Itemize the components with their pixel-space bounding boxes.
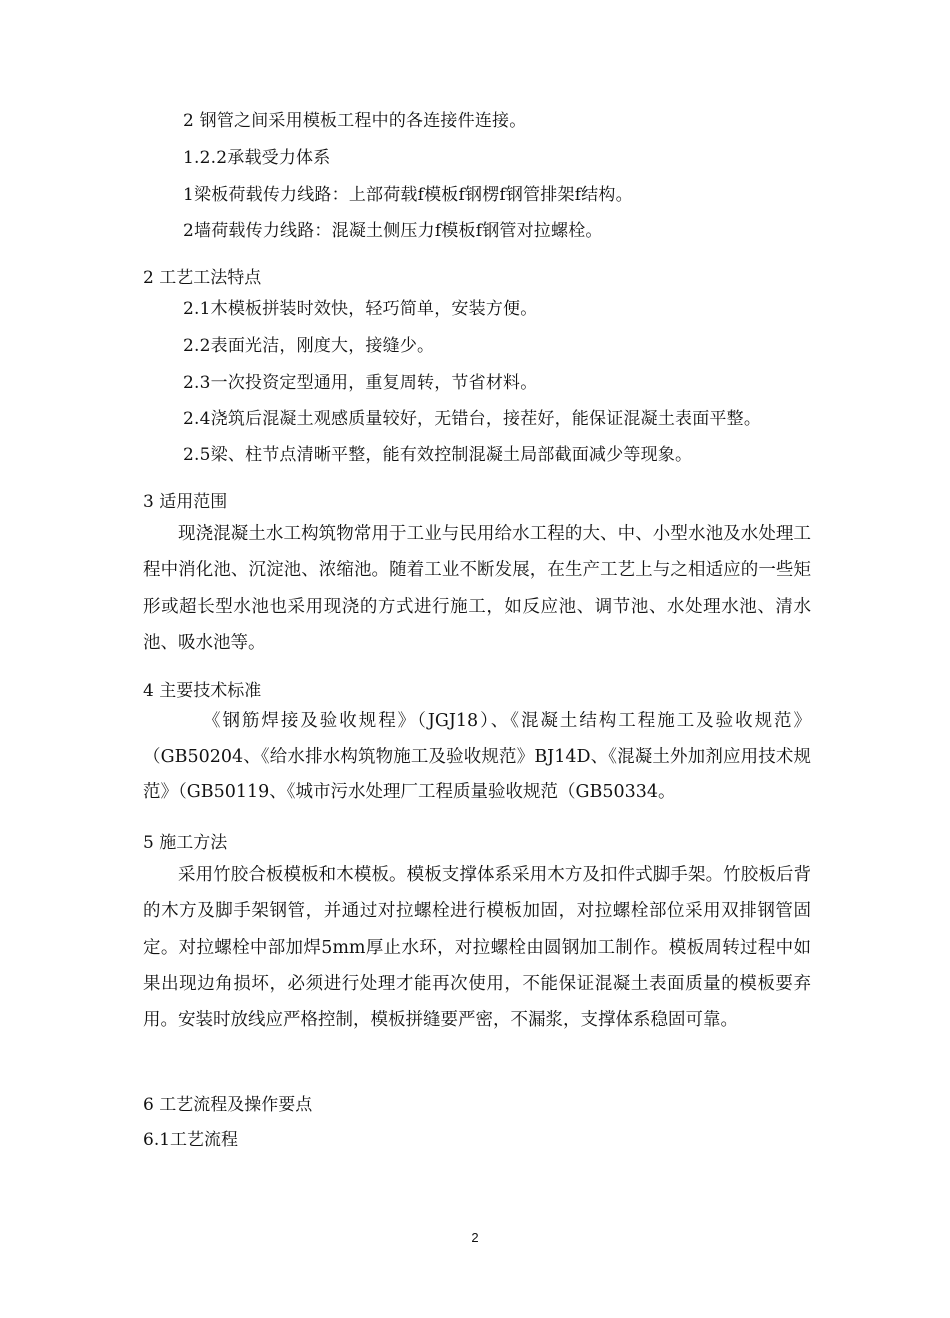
section-6-heading: 6 工艺流程及操作要点 — [143, 1095, 313, 1115]
feature-item-2: 2.2表面光洁，刚度大，接缝少。 — [183, 336, 435, 356]
feature-item-1: 2.1木模板拼装时效快，轻巧简单，安装方便。 — [183, 299, 538, 319]
standards-paragraph: 《钢筋焊接及验收规程》（JGJ18）、《混凝土结构工程施工及验收规范》（GB50204、《给水排水构筑物施工及验收规范》BJ14D、《混凝土外加剂应用技术规范》（GB50119、《城市污水处理厂工程质量验收规范（GB50334。 — [143, 711, 811, 802]
feature-item-4: 2.4浇筑后混凝土观感质量较好，无错台，接茬好，能保证混凝土表面平整。 — [183, 409, 762, 429]
scope-paragraph: 现浇混凝土水工构筑物常用于工业与民用给水工程的大、中、小型水池及水处理工程中消化池、沉淀池、浓缩池。随着工业不断发展，在生产工艺上与之相适应的一些矩形或超长型水池也采用现浇的方式进行施工，如反应池、调节池、水处理水池、清水池、吸水池等。 — [143, 524, 811, 653]
section-2-heading: 2 工艺工法特点 — [143, 268, 262, 288]
process-flow-subheading: 6.1工艺流程 — [143, 1130, 239, 1150]
section-5-heading: 5 施工方法 — [143, 833, 228, 853]
steel-pipe-connection-item: 2 钢管之间采用模板工程中的各连接件连接。 — [183, 111, 527, 131]
page-number: 2 — [471, 1230, 479, 1245]
feature-item-3: 2.3一次投资定型通用，重复周转，节省材料。 — [183, 373, 538, 393]
feature-item-5: 2.5梁、柱节点清晰平整，能有效控制混凝土局部截面减少等现象。 — [183, 445, 693, 465]
section-3-heading: 3 适用范围 — [143, 492, 228, 512]
beam-slab-load-path: 1梁板荷载传力线路：上部荷载f模板f钢楞f钢管排架f结构。 — [183, 185, 633, 205]
construction-method-paragraph: 采用竹胶合板模板和木模板。模板支撑体系采用木方及扣件式脚手架。竹胶板后背的木方及脚手架钢管，并通过对拉螺栓进行模板加固，对拉螺栓部位采用双排钢管固定。对拉螺栓中部加焊5mm厚止水环，对拉螺栓由圆钢加工制作。模板周转过程中如果出现边角损坏，必须进行处理才能再次使用，不能保证混凝土表面质量的模板要弃用。安装时放线应严格控制，模板拼缝要严密，不漏浆，支撑体系稳固可靠。 — [143, 865, 811, 1031]
section-4-heading: 4 主要技术标准 — [143, 681, 262, 701]
load-system-subheading: 1.2.2承载受力体系 — [183, 148, 331, 168]
wall-load-path: 2墙荷载传力线路：混凝土侧压力f模板f钢管对拉螺栓。 — [183, 221, 603, 241]
